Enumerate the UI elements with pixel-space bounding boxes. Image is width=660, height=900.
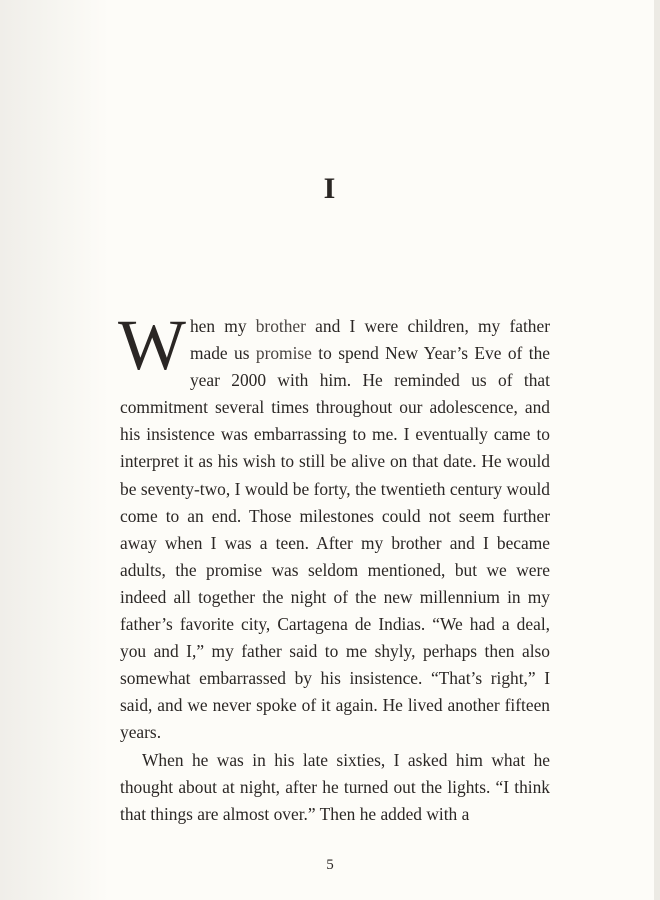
chapter-number: I [323,172,337,205]
page-number: 5 [326,857,334,873]
paragraph-1-text-b: and I were children, my father made us [189,316,550,364]
paragraph-1-text-c: to spend New Year’s Eve of the year 2000 with him. He reminded us of that commitment several times throughout our adolescence, and his insistence was embarrassing to me. I eventually came to interpret it as his wish to still be alive on that date. He would be seventy-two, I would be forty, the twentieth century would come to an end. Those milestones could not seem further away when I was a teen. After my brother and I became adults, the promise was seldom mentioned, but we were indeed all together the night of the new millennium in my father’s favorite city, Cartagena de Indias. “We had a deal, you and I,” my father said to me shyly, perhaps then also somewhat embarrassed by his insistence. “That’s right,” I said, and we never spoke of it again. He lived another fifteen years. [120,343,550,743]
paragraph-1-text-a: hen my [189,316,256,336]
paragraph-1 [118,305,550,747]
drop-cap: W [118,305,186,385]
paragraph-1-word-brother: brother [255,316,306,336]
gutter-shadow [0,0,110,900]
chapter-body [118,305,550,828]
paragraph-2: When he was in his late sixties, I asked him what he thought about at night, after he turned out the lights. “I think that things are almost over.” Then he added with a [120,749,550,824]
paragraph-1-word-promise: promise [255,343,312,364]
page-edge [654,0,660,900]
